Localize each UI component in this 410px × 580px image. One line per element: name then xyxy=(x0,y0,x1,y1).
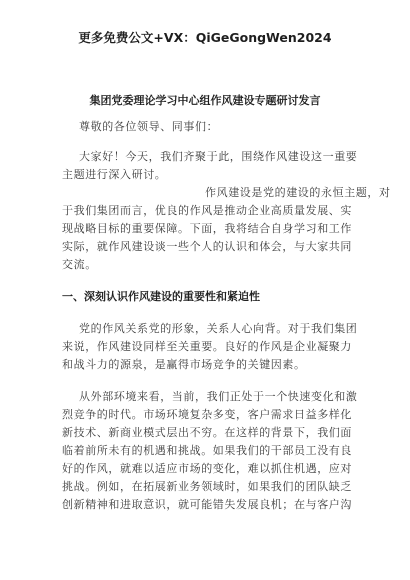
paragraph-line: 烈竞争的时代。市场环境复杂多变，客户需求日益多样化 xyxy=(62,408,352,421)
section-heading: 一、深刻认识作风建设的重要性和紧迫性 xyxy=(62,290,260,303)
paragraph-line: 现战略目标的重要保障。下面，我将结合自身学习和工作 xyxy=(62,222,352,235)
paragraph-line: 党的作风关系党的形象，关系人心向背。对于我们集团 xyxy=(79,322,358,335)
document-title: 集团党委理论学习中心组作风建设专题研讨发言 xyxy=(89,94,321,107)
paragraph-line: 交流。 xyxy=(62,258,97,271)
paragraph-line: 主题进行深入研讨。 xyxy=(62,168,167,181)
paragraph-line: 临着前所未有的机遇和挑战。如果我们的干部员工没有良 xyxy=(62,444,352,457)
paragraph-line: 挑战。例如，在拓展新业务领域时，如果我们的团队缺乏 xyxy=(62,480,352,493)
paragraph-line: 来说，作风建设同样至关重要。良好的作风是企业凝聚力 xyxy=(62,340,352,353)
paragraph-line: 作风建设是党的建设的永恒主题，对 xyxy=(205,186,391,199)
paragraph-line: 从外部环境来看，当前，我们正处于一个快速变化和激 xyxy=(79,390,358,403)
paragraph-line: 大家好！今天，我们齐聚于此，围绕作风建设这一重要 xyxy=(79,150,358,163)
salutation: 尊敬的各位领导、同事们： xyxy=(79,120,219,133)
paragraph-line: 实际，就作风建设谈一些个人的认识和体会，与大家共同 xyxy=(62,240,352,253)
paragraph-line: 于我们集团而言，优良的作风是推动企业高质量发展、实 xyxy=(62,204,352,217)
paragraph-line: 新技术、新商业模式层出不穷。在这样的背景下，我们面 xyxy=(62,426,352,439)
paragraph-line: 好的作风，就难以适应市场的变化，难以抓住机遇，应对 xyxy=(62,462,352,475)
paragraph-line: 创新精神和进取意识，就可能错失发展良机；在与客户沟 xyxy=(62,498,352,511)
watermark-text: 更多免费公文+VX：QiGeGongWen2024 xyxy=(78,30,332,45)
paragraph-line: 和战斗力的源泉，是赢得市场竞争的关键因素。 xyxy=(62,358,306,371)
